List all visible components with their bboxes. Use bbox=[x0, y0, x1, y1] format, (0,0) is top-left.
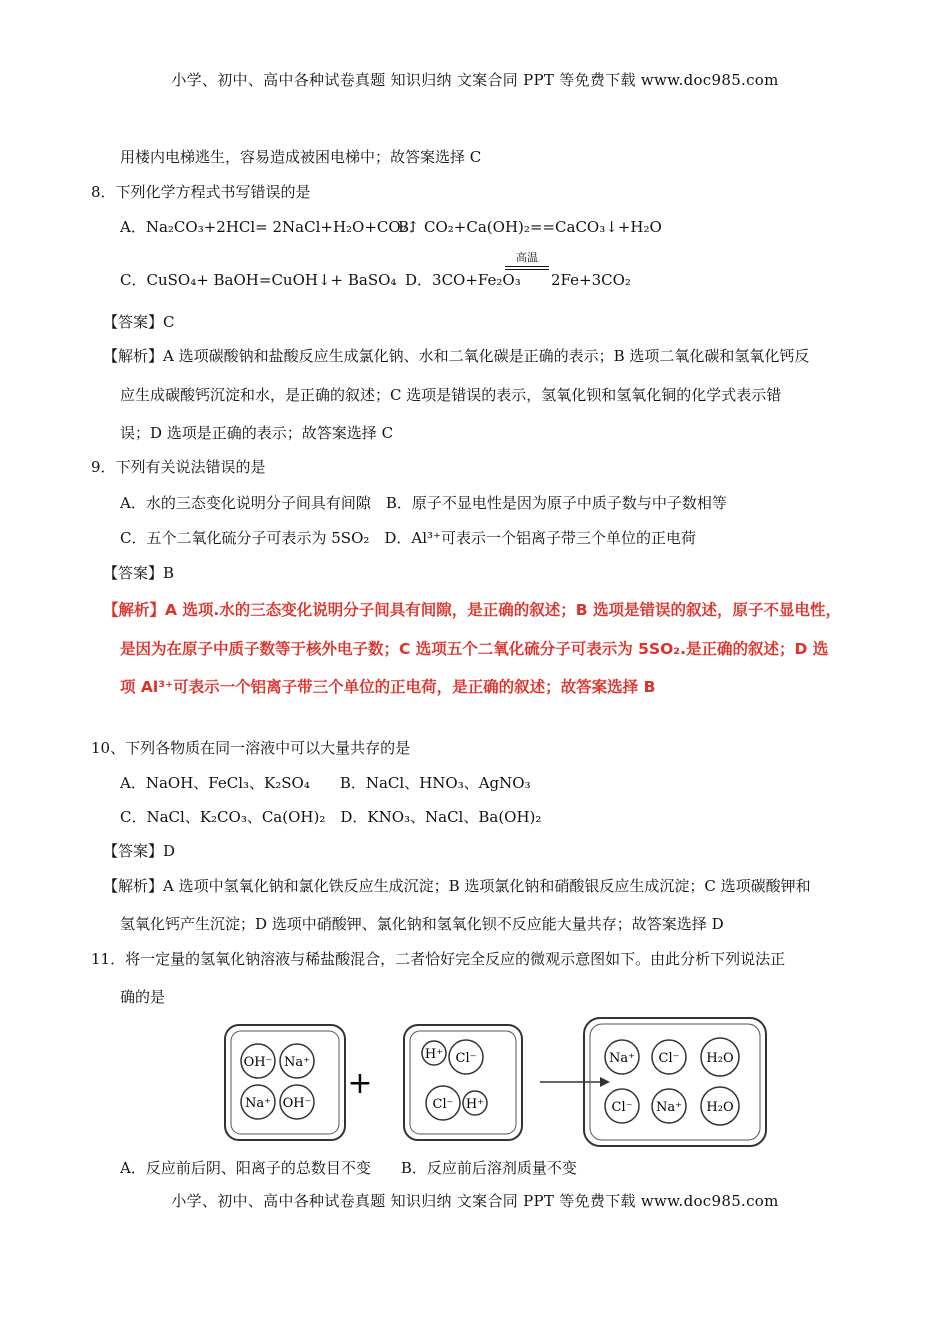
previous-answer-tail: 用楼内电梯逃生，容易造成被困电梯中；故答案选择 C bbox=[120, 148, 482, 166]
page-footer: 小学、初中、高中各种试卷真题 知识归纳 文案合同 PPT 等免费下载 www.doc985.com bbox=[171, 1192, 779, 1210]
plus-sign: + bbox=[347, 1066, 373, 1101]
ion-label: Cl⁻ bbox=[611, 1100, 633, 1115]
q9-answer: 【答案】B bbox=[103, 564, 175, 582]
page-header: 小学、初中、高中各种试卷真题 知识归纳 文案合同 PPT 等免费下载 www.doc985.com bbox=[171, 71, 779, 89]
q9-options-cd: C．五个二氧化硫分子可表示为 5SO₂ D．Al³⁺可表示一个铝离子带三个单位的正电荷 bbox=[120, 529, 696, 547]
reaction-arrow-head bbox=[600, 1077, 610, 1087]
product-box bbox=[584, 1018, 766, 1146]
ion-label: Na⁺ bbox=[245, 1096, 271, 1111]
q8-option-a: A．Na₂CO₃+2HCl= 2NaCl+H₂O+CO₂↑ bbox=[120, 218, 420, 236]
q10-answer: 【答案】D bbox=[103, 842, 176, 860]
q11-stem-line-1: 11．将一定量的氢氧化钠溶液与稀盐酸混合，二者恰好完全反应的微观示意图如下。由此分析下列说法正 bbox=[91, 950, 786, 968]
q10-analysis-line-1: 【解析】A 选项中氢氧化钠和氯化铁反应生成沉淀；B 选项氯化钠和硝酸银反应生成沉淀；C 选项碳酸钾和 bbox=[103, 877, 811, 895]
reactant-box-naoh bbox=[225, 1025, 345, 1140]
q10-options-ab: A．NaOH、FeCl₃、K₂SO₄ B．NaCl、HNO₃、AgNO₃ bbox=[120, 774, 531, 792]
q8-option-d-reactants: D．3CO+Fe₂O₃ bbox=[405, 271, 521, 289]
q10-stem: 10、下列各物质在同一溶液中可以大量共存的是 bbox=[91, 739, 411, 757]
q8-option-d-products: 2Fe+3CO₂ bbox=[551, 271, 631, 289]
ion-label: Cl⁻ bbox=[658, 1051, 680, 1066]
molecule-label: H₂O bbox=[706, 1100, 734, 1115]
q8-answer: 【答案】C bbox=[103, 313, 175, 331]
reactant-box-hcl bbox=[404, 1025, 522, 1140]
q8-analysis-line-2: 应生成碳酸钙沉淀和水，是正确的叙述；C 选项是错误的表示，氢氧化钡和氢氧化铜的化学式表示错 bbox=[120, 386, 782, 404]
q8-equation-bar-top bbox=[505, 266, 549, 267]
q8-option-c: C．CuSO₄+ BaOH=CuOH↓+ BaSO₄ bbox=[120, 271, 397, 289]
q10-analysis-line-2: 氢氧化钙产生沉淀；D 选项中硝酸钾、氯化钠和氢氧化钡不反应能大量共存；故答案选择 D bbox=[120, 915, 724, 933]
q9-stem: 9．下列有关说法错误的是 bbox=[91, 458, 266, 476]
q8-analysis-line-3: 误；D 选项是正确的表示；故答案选择 C bbox=[120, 424, 394, 442]
q8-analysis-line-1: 【解析】A 选项碳酸钠和盐酸反应生成氯化钠、水和二氧化碳是正确的表示；B 选项二氧化碳和氢氧化钙反 bbox=[103, 347, 810, 365]
ion-label: Na⁺ bbox=[284, 1055, 310, 1070]
ion-label: Cl⁻ bbox=[432, 1097, 454, 1112]
q9-options-ab: A．水的三态变化说明分子间具有间隙 B．原子不显电性是因为原子中质子数与中子数相等 bbox=[120, 494, 727, 512]
ion-label: H⁺ bbox=[424, 1047, 444, 1062]
ion-label: OH⁻ bbox=[282, 1096, 312, 1111]
q11-options-ab: A．反应前后阴、阳离子的总数目不变 B．反应前后溶剂质量不变 bbox=[120, 1159, 577, 1177]
q10-options-cd: C．NaCl、K₂CO₃、Ca(OH)₂ D．KNO₃、NaCl、Ba(OH)₂ bbox=[120, 808, 542, 826]
ion-label: Na⁺ bbox=[656, 1100, 682, 1115]
ion-label: OH⁻ bbox=[243, 1055, 273, 1070]
q8-stem: 8．下列化学方程式书写错误的是 bbox=[91, 183, 311, 201]
ion-label: Na⁺ bbox=[609, 1051, 635, 1066]
q11-stem-line-2: 确的是 bbox=[120, 988, 166, 1006]
q8-reaction-condition: 高温 bbox=[516, 251, 538, 264]
ion-label: Cl⁻ bbox=[455, 1051, 477, 1066]
molecule-label: H₂O bbox=[706, 1051, 734, 1066]
q8-option-b: B．CO₂+Ca(OH)₂==CaCO₃↓+H₂O bbox=[398, 218, 662, 236]
reactant-box-naoh-inner bbox=[231, 1031, 339, 1134]
q8-equation-bar-bottom bbox=[505, 269, 549, 270]
ion-label: H⁺ bbox=[465, 1097, 485, 1112]
q9-analysis-line-2: 是因为在原子中质子数等于核外电子数；C 选项五个二氧化硫分子可表示为 5SO₂.是正确的叙述；D 选 bbox=[120, 640, 829, 658]
reaction-diagram bbox=[0, 1010, 950, 1160]
q9-analysis-line-1: 【解析】A 选项.水的三态变化说明分子间具有间隙，是正确的叙述；B 选项是错误的叙述，原子不显电性， bbox=[103, 601, 841, 619]
q9-analysis-line-3: 项 Al³⁺可表示一个铝离子带三个单位的正电荷，是正确的叙述；故答案选择 B bbox=[120, 678, 656, 696]
